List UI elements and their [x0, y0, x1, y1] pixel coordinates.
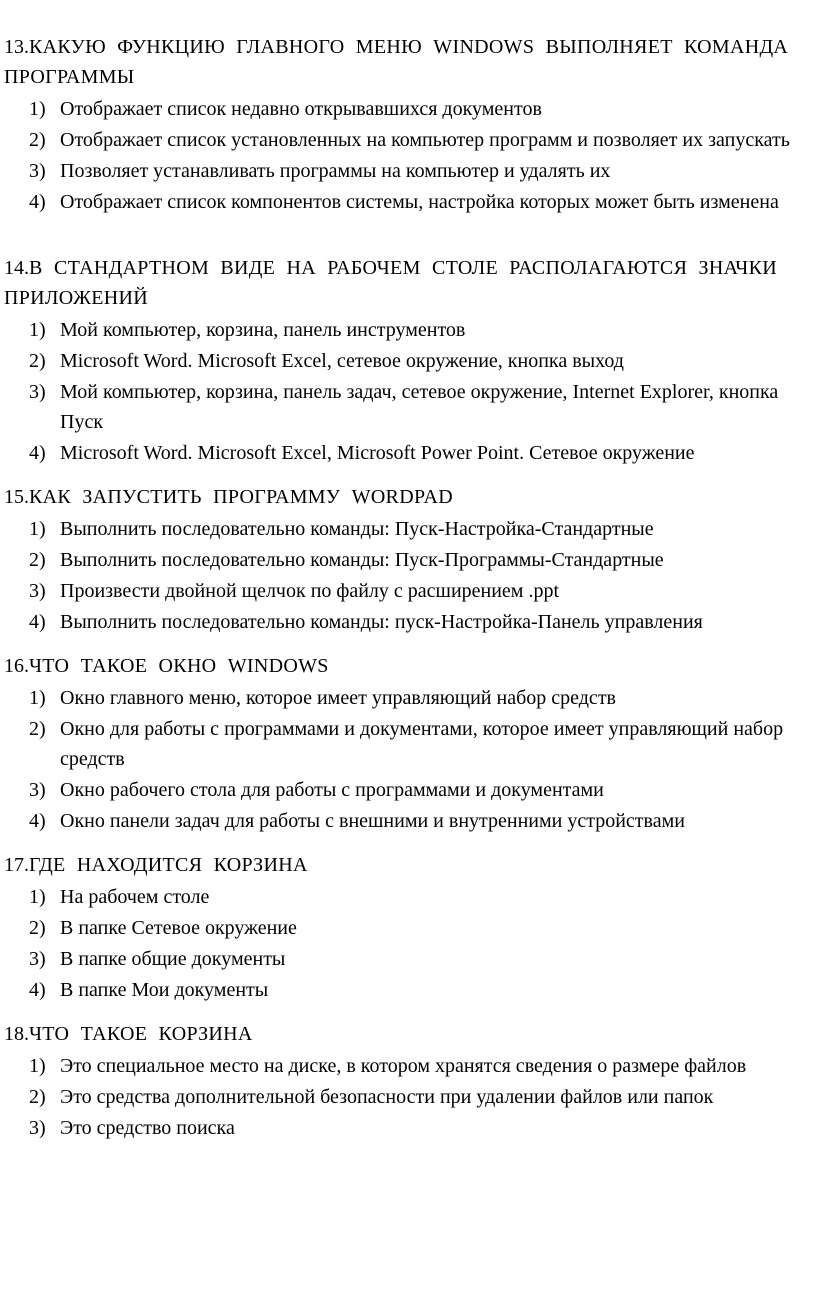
question-17	[4, 850, 806, 1005]
answer-marker: 4)	[29, 979, 46, 1001]
answer-option	[4, 1082, 806, 1112]
answer-marker: 1)	[29, 1055, 46, 1077]
answer-marker: 3)	[29, 1117, 46, 1139]
answer-option	[4, 944, 806, 974]
answer-marker: 4)	[29, 810, 46, 832]
answer-marker: 1)	[29, 886, 46, 908]
answer-text: Окно панели задач для работы с внешними и внутренними устройствами	[60, 810, 685, 832]
question-title	[4, 850, 806, 880]
answer-option	[4, 187, 806, 217]
answer-list	[4, 94, 806, 217]
answer-list	[4, 315, 806, 468]
answer-marker: 3)	[29, 160, 46, 182]
question-number: 13.	[4, 36, 29, 58]
answer-option	[4, 607, 806, 637]
answer-option	[4, 545, 806, 575]
answer-text: Отображает список компонентов системы, настройка которых может быть изменена	[60, 191, 779, 213]
answer-option	[4, 377, 806, 437]
answer-text: Это специальное место на диске, в котором хранятся сведения о размере файлов	[60, 1055, 747, 1077]
answer-text: На рабочем столе	[60, 886, 210, 908]
question-text: КАК ЗАПУСТИТЬ ПРОГРАММУ WORDPAD	[29, 486, 454, 508]
question-14	[4, 253, 806, 468]
question-text: КАКУЮ ФУНКЦИЮ ГЛАВНОГО МЕНЮ WINDOWS ВЫПОЛНЯЕТ КОМАНДА ПРОГРАММЫ	[4, 36, 789, 88]
question-title	[4, 651, 806, 681]
answer-marker: 1)	[29, 687, 46, 709]
answer-text: Выполнить последовательно команды: пуск-Настройка-Панель управления	[60, 611, 703, 633]
answer-text: Отображает список недавно открывавшихся документов	[60, 98, 542, 120]
answer-text: Позволяет устанавливать программы на компьютер и удалять их	[60, 160, 611, 182]
answer-option	[4, 438, 806, 468]
answer-option	[4, 346, 806, 376]
answer-marker: 3)	[29, 381, 46, 403]
question-title	[4, 482, 806, 512]
question-title	[4, 1019, 806, 1049]
answer-text: В папке общие документы	[60, 948, 286, 970]
question-number: 15.	[4, 486, 29, 508]
answer-marker: 1)	[29, 319, 46, 341]
answer-marker: 3)	[29, 580, 46, 602]
answer-option	[4, 775, 806, 805]
answer-option	[4, 514, 806, 544]
answer-option	[4, 714, 806, 774]
answer-option	[4, 156, 806, 186]
answer-option	[4, 683, 806, 713]
answer-option	[4, 1113, 806, 1143]
answer-marker: 1)	[29, 518, 46, 540]
question-number: 16.	[4, 655, 29, 677]
answer-list	[4, 1051, 806, 1143]
answer-text: Окно главного меню, которое имеет управляющий набор средств	[60, 687, 616, 709]
answer-marker: 3)	[29, 779, 46, 801]
question-18	[4, 1019, 806, 1143]
answer-text: Произвести двойной щелчок по файлу с расширением .ppt	[60, 580, 560, 602]
answer-marker: 3)	[29, 948, 46, 970]
answer-option	[4, 576, 806, 606]
answer-option	[4, 94, 806, 124]
answer-text: Выполнить последовательно команды: Пуск-Настройка-Стандартные	[60, 518, 654, 540]
question-number: 14.	[4, 257, 29, 279]
answer-list	[4, 514, 806, 637]
answer-text: Это средство поиска	[60, 1117, 235, 1139]
answer-list	[4, 882, 806, 1005]
question-title	[4, 32, 806, 92]
answer-text: В папке Сетевое окружение	[60, 917, 297, 939]
question-text: ГДЕ НАХОДИТСЯ КОРЗИНА	[29, 854, 308, 876]
answer-marker: 4)	[29, 611, 46, 633]
answer-text: Мой компьютер, корзина, панель инструментов	[60, 319, 466, 341]
question-text: В СТАНДАРТНОМ ВИДЕ НА РАБОЧЕМ СТОЛЕ РАСПОЛАГАЮТСЯ ЗНАЧКИ ПРИЛОЖЕНИЙ	[4, 257, 777, 309]
answer-text: Microsoft Word. Microsoft Excel, сетевое окружение, кнопка выход	[60, 350, 624, 372]
answer-marker: 2)	[29, 350, 46, 372]
question-16	[4, 651, 806, 836]
question-13	[4, 32, 806, 217]
answer-option	[4, 1051, 806, 1081]
question-title	[4, 253, 806, 313]
answer-text: Это средства дополнительной безопасности при удалении файлов или папок	[60, 1086, 714, 1108]
answer-option	[4, 913, 806, 943]
answer-text: Отображает список установленных на компьютер программ и позволяет их запускать	[60, 129, 790, 151]
answer-marker: 1)	[29, 98, 46, 120]
answer-text: Microsoft Word. Microsoft Excel, Microsoft Power Point. Сетевое окружение	[60, 442, 695, 464]
question-number: 17.	[4, 854, 29, 876]
answer-marker: 2)	[29, 917, 46, 939]
answer-marker: 2)	[29, 549, 46, 571]
question-15	[4, 482, 806, 637]
answer-option	[4, 806, 806, 836]
answer-option	[4, 315, 806, 345]
answer-text: Мой компьютер, корзина, панель задач, сетевое окружение, Internet Explorer, кнопка Пуск	[60, 381, 779, 433]
answer-marker: 2)	[29, 129, 46, 151]
question-number: 18.	[4, 1023, 29, 1045]
answer-text: Окно для работы с программами и документами, которое имеет управляющий набор средств	[60, 718, 784, 770]
answer-text: Выполнить последовательно команды: Пуск-Программы-Стандартные	[60, 549, 664, 571]
answer-marker: 2)	[29, 1086, 46, 1108]
question-text: ЧТО ТАКОЕ ОКНО WINDOWS	[29, 655, 329, 677]
answer-marker: 2)	[29, 718, 46, 740]
answer-marker: 4)	[29, 191, 46, 213]
question-text: ЧТО ТАКОЕ КОРЗИНА	[29, 1023, 253, 1045]
answer-text: Окно рабочего стола для работы с программами и документами	[60, 779, 604, 801]
answer-list	[4, 683, 806, 836]
answer-option	[4, 882, 806, 912]
answer-text: В папке Мои документы	[60, 979, 269, 1001]
answer-option	[4, 975, 806, 1005]
answer-option	[4, 125, 806, 155]
answer-marker: 4)	[29, 442, 46, 464]
